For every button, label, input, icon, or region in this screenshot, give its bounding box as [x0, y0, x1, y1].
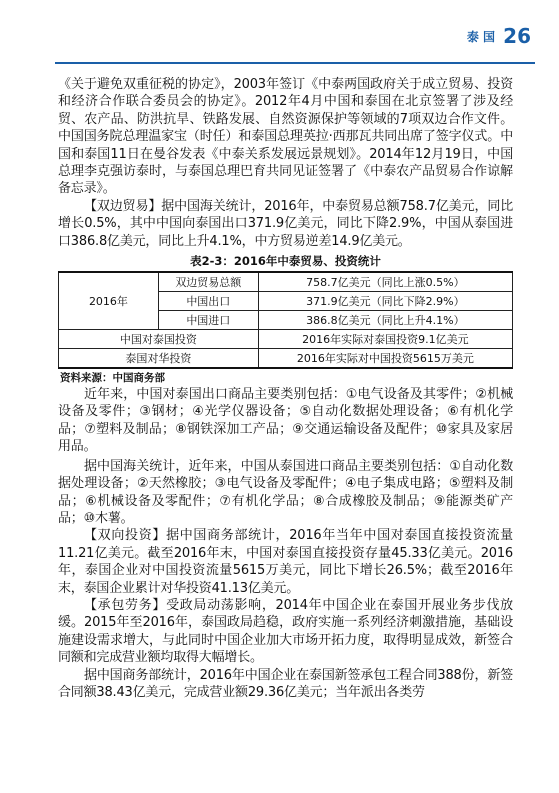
table-row [59, 349, 513, 369]
table-cell-value: 2016年实际对泰国投资9.1亿美元 [258, 330, 512, 349]
paragraph-imports: 据中国海关统计，近年来，中国从泰国进口商品主要类别包括：①自动化数据处理设备；②天然橡胶；③电气设备及零配件；④电子集成电路；⑤塑料及制品；⑥机械设备及零配件；⑦有机化学品；⑧合成橡胶及制品；⑨能源类矿产品；⑩木薯。 [58, 458, 513, 526]
trade-investment-table [58, 271, 513, 369]
table-cell-label: 泰国对华投资 [59, 349, 259, 369]
paragraph-contract-stats: 据中国商务部统计，2016年中国企业在泰国新签承包工程合同388份，新签合同额38.43亿美元，完成营业额29.36亿美元；当年派出各类劳 [58, 667, 513, 700]
page-header [55, 24, 535, 68]
table-cell-value: 386.8亿美元（同比上升4.1%） [258, 311, 512, 330]
table-cell-label: 双边贸易总额 [158, 272, 258, 292]
table-cell-value: 758.7亿美元（同比上涨0.5%） [258, 272, 512, 292]
table-source: 资料来源：中国商务部 [60, 372, 165, 385]
paragraph-exports: 近年来，中国对泰国出口商品主要类别包括：①电气设备及其零件；②机械设备及零件；③钢材；④光学仪器设备；⑤自动化数据处理设备；⑥有机化学品；⑦塑料及制品；⑧钢铁深加工产品；⑨交通运输设备及配件；⑩家具及家居用品。 [58, 387, 513, 455]
header-country: 泰 国 [466, 30, 495, 44]
table-cell-value: 2016年实际对中国投资5615万美元 [258, 349, 512, 369]
paragraph-investment: 【双向投资】据中国商务部统计，2016年当年中国对泰国直接投资流量11.21亿美元。截至2016年末，中国对泰国直接投资存量45.33亿美元。2016年，泰国企业对中国投资流量5615万美元，同比下增长26.5%；截至2016年末，泰国企业累计对华投资41.13亿美元。 [58, 528, 513, 596]
header-rule [55, 62, 535, 64]
table-row [59, 330, 513, 349]
table-cell-value: 371.9亿美元（同比下降2.9%） [258, 292, 512, 311]
table-year-cell: 2016年 [59, 272, 159, 330]
page-number: 26 [503, 24, 531, 48]
table-title: 表2-3：2016年中泰贸易、投资统计 [190, 254, 381, 269]
paragraph-bilateral-trade: 【双边贸易】据中国海关统计，2016年，中泰贸易总额758.7亿美元，同比增长0.5%，其中中国向泰国出口371.9亿美元，同比下降2.9%，中国从泰国进口386.8亿美元，同比上升4.1%，中方贸易逆差14.9亿美元。 [58, 198, 513, 249]
paragraph-contracting: 【承包劳务】受政局动荡影响，2014年中国企业在泰国开展业务步伐放缓。2015年至2016年，泰国政局趋稳，政府实施一系列经济刺激措施，基础设施建设需求增大，与此同时中国企业加大市场开拓力度，取得明显成效，新签合同额和完成营业额均取得大幅增长。 [58, 597, 513, 666]
table-row [59, 272, 513, 292]
table-cell-label: 中国对泰国投资 [59, 330, 259, 349]
table-cell-label: 中国进口 [158, 311, 258, 330]
table-cell-label: 中国出口 [158, 292, 258, 311]
paragraph-agreements: 《关于避免双重征税的协定》，2003年签订《中泰两国政府关于成立贸易、投资和经济合作联合委员会的协定》。2012年4月中国和泰国在北京签署了涉及经贸、农产品、防洪抗旱、铁路发展、自然资源保护等领域的7项双边合作文件。中国国务院总理温家宝（时任）和泰国总理英拉·西那瓦共同出席了签字仪式。中国和泰国11日在曼谷发表《中泰关系发展远景规划》。2014年12月19日，中国总理李克强访泰时，与泰国总理巴育共同见证签署了《中泰农产品贸易合作谅解备忘录》。 [58, 77, 513, 197]
page-body [58, 76, 513, 701]
